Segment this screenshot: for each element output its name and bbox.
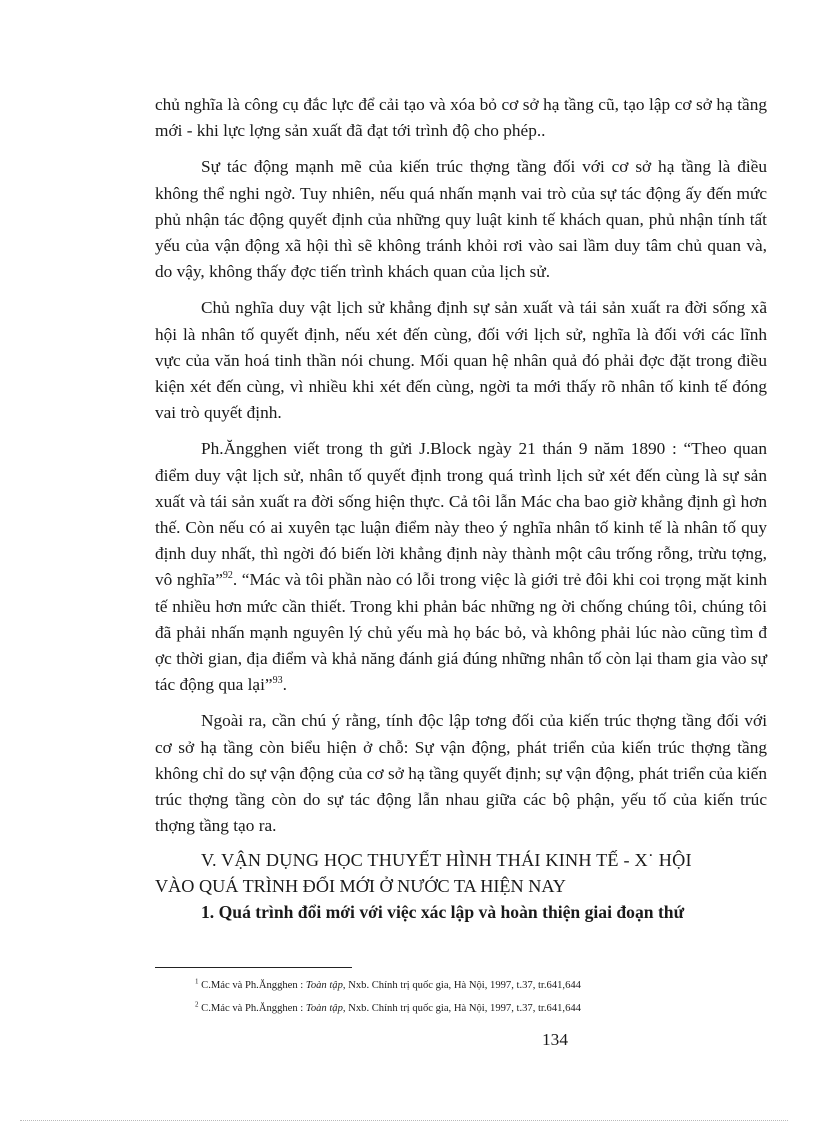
page-number: 134 — [542, 1030, 568, 1049]
paragraph-4 — [155, 436, 767, 698]
footnote-source: , Nxb. Chính trị quốc gia, Hà Nội, 1997, t.37, tr.641,644 — [342, 980, 581, 991]
footnote-ref-92: 92 — [222, 570, 233, 582]
footnote-separator — [155, 967, 352, 968]
section-heading-line-2: VÀO QUÁ TRÌNH ĐỔI MỚI Ở NƯỚC TA HIỆN NAY — [155, 876, 566, 897]
footnote-ref-93: 93 — [272, 675, 283, 687]
footnote-book-title: Toàn tập — [305, 1003, 343, 1014]
page-bottom-border — [20, 1120, 788, 1121]
section-heading-line-1: V. VẬN DỤNG HỌC THUYẾT HÌNH THÁI KINH TẾ - X˙ HỘI — [201, 850, 692, 871]
footnotes — [155, 978, 767, 1024]
page-body — [155, 92, 767, 925]
paragraph-3: Chủ nghĩa duy vật lịch sử khẳng định sự sản xuất và tái sản xuất ra đời sống xã hội là nhân tố quyết định, nếu xét đến cùng, đối với lịch sử, nghĩa là đối với các lĩnh vực của văn hoá tinh thần nói chung. Mối quan hệ nhân quả đó phải đợc đặt trong điều kiện xét đến cùng, vì nhiều khi xét đến cùng, ngời ta mới thấy rõ nhân tố kinh tế đóng vai trò quyết định. — [155, 298, 767, 423]
footnote-book-title: Toàn tập — [305, 980, 343, 991]
subsection-heading: 1. Quá trình đổi mới với việc xác lập và hoàn thiện giai đoạn thứ — [201, 902, 685, 923]
footnote-source: , Nxb. Chính trị quốc gia, Hà Nội, 1997, t.37, tr.641,644 — [342, 1003, 581, 1014]
footnote-1 — [195, 978, 767, 994]
paragraph-1: chủ nghĩa là công cụ đắc lực để cải tạo và xóa bỏ cơ sở hạ tầng cũ, tạo lập cơ sở hạ tầng mới - khi lực lợng sản xuất đã đạt tới trình độ cho phép.. — [155, 95, 767, 141]
footnote-2 — [195, 1001, 767, 1017]
paragraph-5: Ngoài ra, cần chú ý rằng, tính độc lập tơng đối của kiến trúc thợng tầng đối với cơ sở hạ tầng còn biểu hiện ở chỗ: Sự vận động, phát triển của kiến trúc thợng tầng không chỉ do sự vận động của cơ sở hạ tầng quyết định; sự vận động, phát triển của kiến trúc thợng tầng còn do sự tác động lẫn nhau giữa các bộ phận, yếu tố của kiến trúc thợng tầng tạo ra. — [155, 711, 767, 836]
footnote-text: C.Mác và Ph.Ăngghen : — [201, 980, 306, 991]
paragraph-4-text-b: . “Mác và tôi phần nào có lỗi trong việc là giới trẻ đôi khi coi trọng mặt kinh tế nhiều hơn mức cần thiết. Trong khi phản bác những ng ời chống chúng tôi, chúng tôi đã phải nhấn mạnh nguyên lý chủ yếu mà họ bác bỏ, và không phải lúc nào cũng tìm đ ợc thời gian, địa điểm và khả năng đánh giá đúng những nhân tố còn lại tham gia vào sự tác động qua lại” — [155, 570, 767, 695]
paragraph-2: Sự tác động mạnh mẽ của kiến trúc thợng tầng đối với cơ sở hạ tầng là điều không thể nghi ngờ. Tuy nhiên, nếu quá nhấn mạnh vai trò của sự tác động ấy đến mức phủ nhận tác động quyết định của những quy luật kinh tế khách quan, phủ nhận tính tất yếu của vận động xã hội thì sẽ không tránh khỏi rơi vào sai lầm duy tâm chủ quan và, do vậy, không thấy đợc tiến trình khách quan của lịch sử. — [155, 157, 767, 282]
paragraph-4-text-c: . — [282, 675, 287, 695]
footnote-number: 2 — [195, 1000, 199, 1009]
footnote-number: 1 — [195, 977, 199, 986]
footnote-text: C.Mác và Ph.Ăngghen : — [201, 1003, 306, 1014]
paragraph-4-text-a: Ph.Ăngghen viết trong th gửi J.Block ngày 21 thán 9 năm 1890 : “Theo quan điểm duy vật lịch sử, nhân tố quyết định trong quá trình lịch sử xét đến cùng là sự sản xuất và tái sản xuất ra đời sống hiện thực. Cả tôi lẫn Mác cha bao giờ khẳng định gì hơn thế. Còn nếu có ai xuyên tạc luận điểm này theo ý nghĩa nhân tố kinh tế là nhân tố quy định duy nhất, thì ngời đó biến lời khẳng định này thành một câu trống rỗng, trừu tợng, vô nghĩa” — [155, 439, 767, 590]
